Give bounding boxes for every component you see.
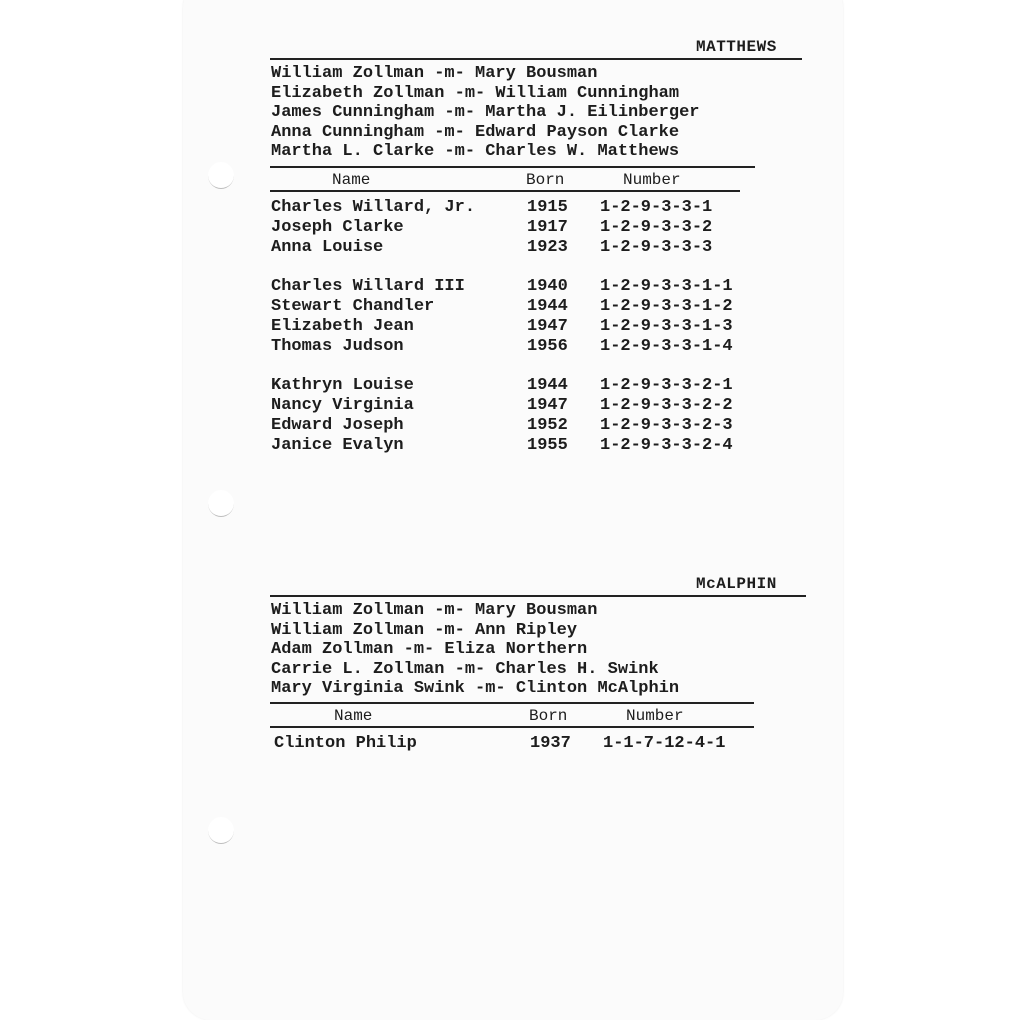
column-header-number: Number <box>623 171 681 189</box>
punch-hole <box>208 490 234 517</box>
birth-year: 1944 <box>527 297 568 316</box>
table-row <box>270 238 790 258</box>
table-header <box>270 171 750 191</box>
lineage-number: 1-1-7-12-4-1 <box>603 734 726 753</box>
lineage-line: Elizabeth Zollman -m- William Cunningham <box>271 83 680 103</box>
surname-heading: MATTHEWS <box>696 38 777 56</box>
punch-hole <box>208 817 234 844</box>
table-header <box>270 707 750 727</box>
birth-year: 1944 <box>527 376 568 395</box>
table-row <box>270 416 790 436</box>
lineage-list <box>271 64 699 162</box>
birth-year: 1940 <box>527 277 568 296</box>
child-name: Edward Joseph <box>271 416 404 435</box>
header-rule <box>270 726 754 728</box>
lineage-number: 1-2-9-3-3-2-3 <box>600 416 733 435</box>
lineage-line: William Zollman -m- Mary Bousman <box>271 601 598 620</box>
child-name: Joseph Clarke <box>271 218 404 237</box>
lineage-line: Anna Cunningham -m- Edward Payson Clarke <box>271 122 680 142</box>
birth-year: 1937 <box>530 734 571 753</box>
table-row <box>270 297 790 317</box>
birth-year: 1947 <box>527 317 568 336</box>
lineage-line: Adam Zollman -m- Eliza Northern <box>271 640 588 660</box>
column-header-born: Born <box>529 707 568 725</box>
child-name: Stewart Chandler <box>271 297 435 316</box>
birth-year: 1923 <box>527 238 568 257</box>
lineage-line: William Zollman -m- Mary Bousman <box>271 64 598 83</box>
table-row <box>270 734 790 754</box>
lineage-number: 1-2-9-3-3-2-4 <box>600 436 733 455</box>
header-rule <box>270 190 740 192</box>
surname-heading: McALPHIN <box>696 575 777 593</box>
lineage-line: William Zollman -m- Ann Ripley <box>271 620 578 640</box>
table-row <box>270 436 790 456</box>
heading-rule <box>270 58 802 60</box>
child-name: Thomas Judson <box>271 337 404 356</box>
child-name: Elizabeth Jean <box>271 317 414 336</box>
column-header-born: Born <box>526 171 565 189</box>
child-name: Anna Louise <box>271 238 384 257</box>
lineage-number: 1-2-9-3-3-2-1 <box>600 376 733 395</box>
child-name: Clinton Philip <box>274 734 417 753</box>
lineage-list <box>271 601 679 699</box>
lineage-line: James Cunningham -m- Martha J. Eilinberger <box>271 103 700 123</box>
child-name: Charles Willard III <box>271 277 465 296</box>
table-row <box>270 218 790 238</box>
child-name: Kathryn Louise <box>271 376 414 395</box>
lineage-line: Carrie L. Zollman -m- Charles H. Swink <box>271 659 659 679</box>
birth-year: 1956 <box>527 337 568 356</box>
table-row <box>270 376 790 396</box>
lineage-rule <box>270 702 754 704</box>
lineage-number: 1-2-9-3-3-1-3 <box>600 317 733 336</box>
table-row <box>270 337 790 357</box>
column-header-name: Name <box>332 171 371 189</box>
lineage-number: 1-2-9-3-3-2-2 <box>600 396 733 415</box>
birth-year: 1955 <box>527 436 568 455</box>
birth-year: 1947 <box>527 396 568 415</box>
table-row <box>270 277 790 297</box>
lineage-number: 1-2-9-3-3-1-2 <box>600 297 733 316</box>
birth-year: 1917 <box>527 218 568 237</box>
column-header-number: Number <box>626 707 684 725</box>
child-name: Nancy Virginia <box>271 396 414 415</box>
lineage-number: 1-2-9-3-3-1-4 <box>600 337 733 356</box>
lineage-number: 1-2-9-3-3-3 <box>600 238 713 257</box>
birth-year: 1952 <box>527 416 568 435</box>
lineage-number: 1-2-9-3-3-2 <box>600 218 713 237</box>
child-name: Janice Evalyn <box>271 436 404 455</box>
table-row <box>270 198 790 218</box>
lineage-rule <box>270 166 755 168</box>
heading-rule <box>270 595 806 597</box>
table-row <box>270 396 790 416</box>
lineage-line: Mary Virginia Swink -m- Clinton McAlphin <box>271 679 680 699</box>
lineage-number: 1-2-9-3-3-1-1 <box>600 277 733 296</box>
column-header-name: Name <box>334 707 373 725</box>
birth-year: 1915 <box>527 198 568 217</box>
punch-hole <box>208 162 234 189</box>
lineage-line: Martha L. Clarke -m- Charles W. Matthews <box>271 142 680 162</box>
child-name: Charles Willard, Jr. <box>271 198 476 217</box>
table-row <box>270 317 790 337</box>
lineage-number: 1-2-9-3-3-1 <box>600 198 713 217</box>
